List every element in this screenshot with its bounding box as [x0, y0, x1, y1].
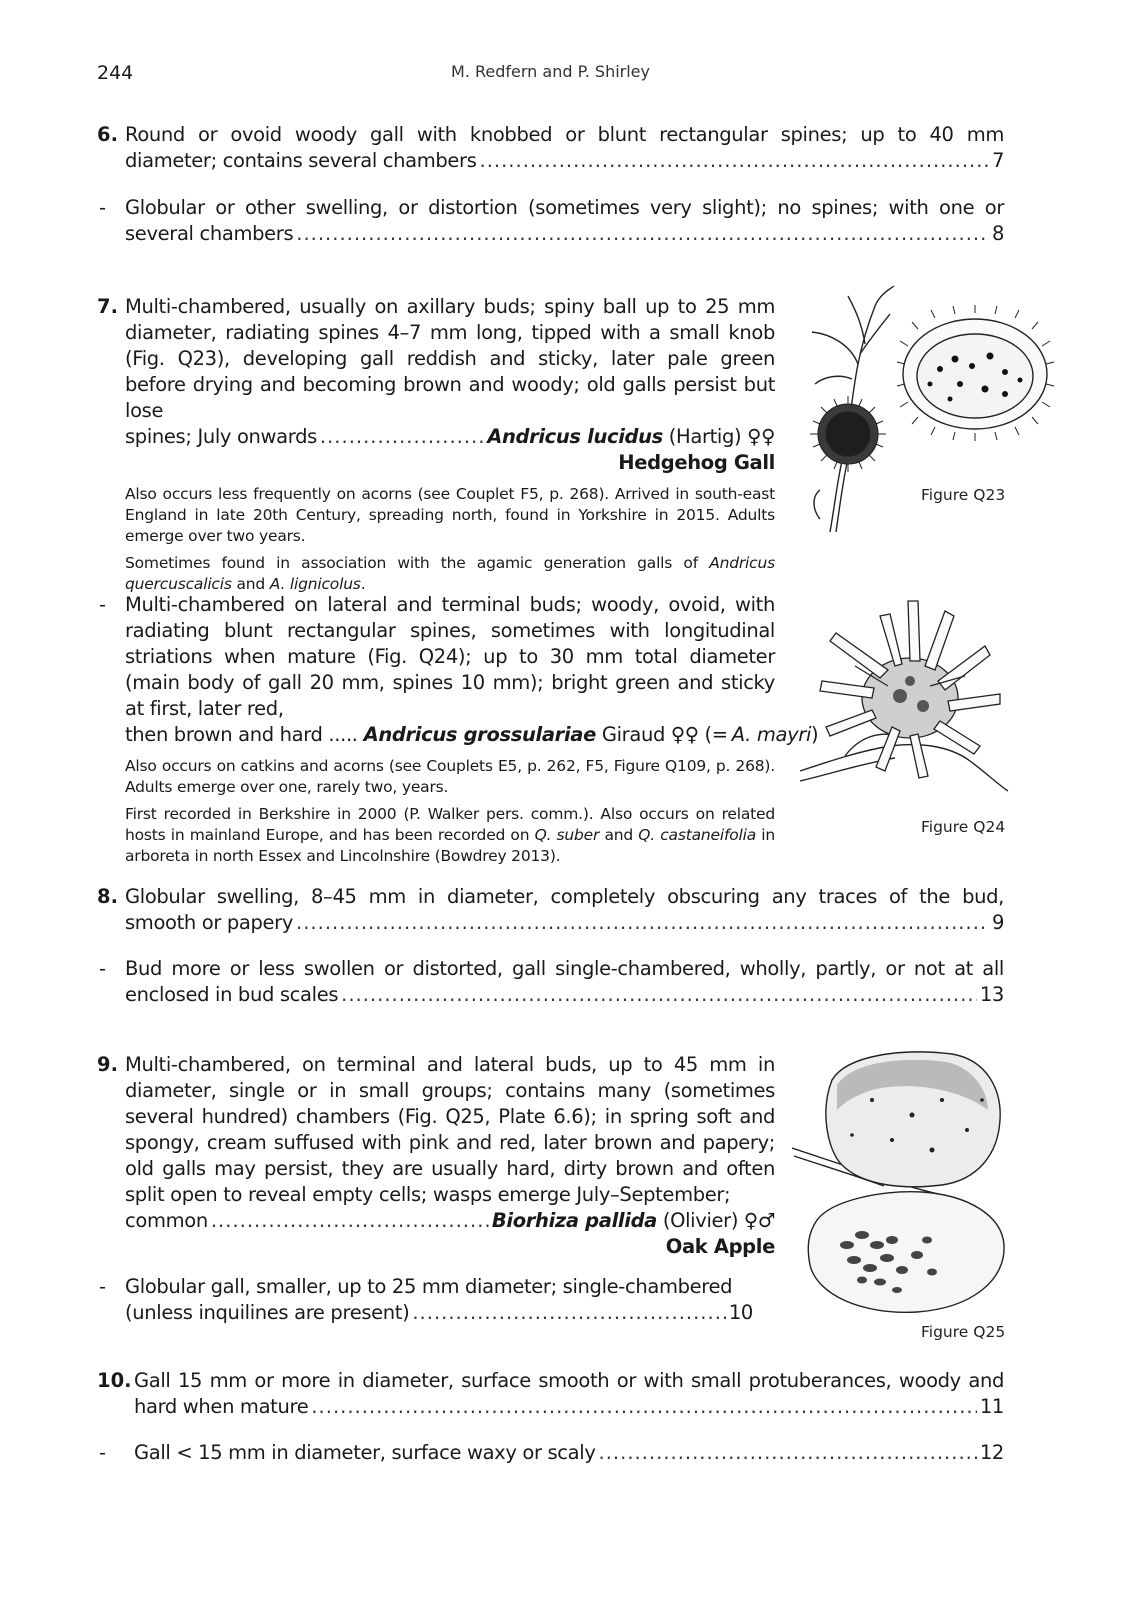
figure-caption: Figure Q23 [921, 486, 1006, 504]
couplet-6b [97, 195, 1004, 247]
note-text: Sometimes found in association with the agamic generation galls of [125, 554, 710, 572]
common-name: Hedgehog Gall [618, 451, 775, 474]
leader-dots [341, 982, 977, 1008]
leader-dots [311, 1394, 977, 1420]
figure-q24-illustration [800, 586, 1010, 796]
species-authority: (Olivier) ♀♂ [662, 1209, 775, 1232]
note-text: . [360, 575, 366, 593]
goto-couplet-link[interactable]: 9 [991, 911, 1004, 934]
note-text: and [231, 575, 270, 593]
alternative-dash: - [99, 1441, 107, 1464]
note-text: in arboreta in north Essex and Lincolnshire (Bowdrey 2013). [125, 826, 775, 865]
couplet-text-end: hard when mature [134, 1395, 309, 1418]
species-authority: (Hartig) ♀♀ [668, 425, 775, 448]
couplet-text: Gall < 15 mm in diameter, surface waxy or scaly [134, 1441, 596, 1464]
alternative-dash: - [99, 957, 107, 980]
couplet-text-end: (unless inquilines are present) [125, 1301, 410, 1324]
species-name [487, 424, 775, 450]
note-paragraph: Also occurs on catkins and acorns (see Couplets E5, p. 262, F5, Figure Q109, p. 268). Adults emerge over one, rarely two, years. [125, 757, 775, 796]
note-paragraph [125, 553, 775, 595]
note-paragraph: Also occurs less frequently on acorns (see Couplet F5, p. 268). Arrived in south-east England in late 20th Century, spreading north, found in Yorkshire in 2015. Adults emerge over two years. [125, 485, 775, 545]
page-header [97, 62, 1004, 92]
figure-q25-illustration [792, 1040, 1012, 1320]
alternative-dash: - [99, 196, 107, 219]
couplet-text-end: common [125, 1209, 208, 1232]
leader-dots [296, 910, 989, 936]
species-name [492, 1208, 775, 1234]
figure-caption: Figure Q25 [921, 1323, 1006, 1341]
leader-dots [296, 221, 989, 247]
couplet-8a [97, 884, 1004, 936]
leader-dots [480, 148, 989, 174]
couplet-10b [97, 1440, 1004, 1466]
couplet-9b [97, 1274, 753, 1326]
note-species: Andricus quercuscalicis [125, 554, 775, 593]
closing-paren: ) [811, 723, 819, 746]
couplet-text-end: diameter; contains several chambers [125, 149, 477, 172]
figure-caption: Figure Q24 [921, 818, 1006, 836]
couplet-9a [97, 1052, 775, 1260]
couplet-text: Round or ovoid woody gall with knobbed or blunt rectangular spines; up to 40 mm [125, 123, 1004, 146]
alternative-dash: - [99, 593, 107, 616]
goto-couplet-link[interactable]: 7 [991, 149, 1004, 172]
couplet-number: 8. [97, 885, 118, 908]
note-species: Q. castaneifolia [638, 826, 757, 844]
species-binomial: Andricus grossulariae [363, 723, 596, 746]
couplet-text-end: several chambers [125, 222, 294, 245]
synonym-species: A. mayri [731, 723, 812, 746]
couplet-text: Bud more or less swollen or distorted, gall single-chambered, wholly, partly, or not at all [125, 957, 1004, 980]
couplet-8b [97, 956, 1004, 1008]
couplet-text: Globular swelling, 8–45 mm in diameter, completely obscuring any traces of the bud, [125, 885, 1004, 908]
couplet-text-end: enclosed in bud scales [125, 983, 339, 1006]
species-binomial: Biorhiza pallida [491, 1209, 657, 1232]
couplet-number: 6. [97, 123, 118, 146]
note-species: A. lignicolus [269, 575, 361, 593]
running-title: M. Redfern and P. Shirley [451, 62, 650, 81]
couplet-text: Multi-chambered, usually on axillary buds; spiny ball up to 25 mm diameter, radiating spines 4–7 mm long, tipped with a small knob (Fig. Q23), developing gall reddish and sticky, later pale green before drying and becoming brown and woody; old galls persist but lose [125, 295, 775, 422]
common-name: Oak Apple [665, 1235, 775, 1258]
species-binomial: Andricus lucidus [487, 425, 663, 448]
page-number: 244 [97, 62, 134, 84]
note-paragraph [125, 804, 775, 867]
note-text: and [599, 826, 639, 844]
couplet-text: Gall 15 mm or more in diameter, surface smooth or with small protuberances, woody and [134, 1369, 1004, 1392]
note-species: Q. suber [534, 826, 600, 844]
couplet-number: 10. [97, 1369, 132, 1392]
goto-couplet-link[interactable]: 11 [979, 1395, 1004, 1418]
couplet-text-end: spines; July onwards [125, 425, 317, 448]
couplet-7a [97, 294, 775, 595]
couplet-6a [97, 122, 1004, 174]
couplet-text: Multi-chambered, on terminal and lateral buds, up to 45 mm in diameter, single or in small groups; contains many (sometimes several hundred) chambers (Fig. Q25, Plate 6.6); in spring soft and spongy, cream suffused with pink and red, later brown and papery; old galls may persist, they are usually hard, dirty brown and often split open to reveal empty cells; wasps emerge July–September; [125, 1053, 775, 1206]
couplet-10a [97, 1368, 1004, 1420]
species-name [364, 722, 819, 748]
leader-dots [211, 1208, 489, 1234]
couplet-7b [97, 592, 819, 867]
note-text: First recorded in Berkshire in 2000 (P. Walker pers. comm.). Also occurs on related hosts in mainland Europe, and has been recorded on [125, 805, 775, 844]
couplet-number: 7. [97, 295, 118, 318]
couplet-text-end: smooth or papery [125, 911, 294, 934]
leader-dots [412, 1300, 726, 1326]
couplet-text-end: then brown and hard ..... [125, 723, 358, 746]
goto-couplet-link[interactable]: 13 [979, 983, 1004, 1006]
goto-couplet-link[interactable]: 8 [991, 222, 1004, 245]
couplet-text: Globular or other swelling, or distortion (sometimes very slight); no spines; with one or [125, 196, 1004, 219]
species-authority: Giraud ♀♀ (= [601, 723, 728, 746]
leader-dots [320, 424, 484, 450]
couplet-text: Globular gall, smaller, up to 25 mm diameter; single-chambered [125, 1275, 733, 1298]
couplet-number: 9. [97, 1053, 118, 1076]
alternative-dash: - [99, 1275, 107, 1298]
goto-couplet-link[interactable]: 10 [728, 1301, 753, 1324]
leader-dots [599, 1440, 977, 1466]
goto-couplet-link[interactable]: 12 [979, 1441, 1004, 1464]
couplet-text: Multi-chambered on lateral and terminal buds; woody, ovoid, with radiating blunt rectangular spines, sometimes with longitudinal striations when mature (Fig. Q24); up to 30 mm total diameter (main body of gall 20 mm, spines 10 mm); bright green and sticky at first, later red, [125, 593, 775, 720]
